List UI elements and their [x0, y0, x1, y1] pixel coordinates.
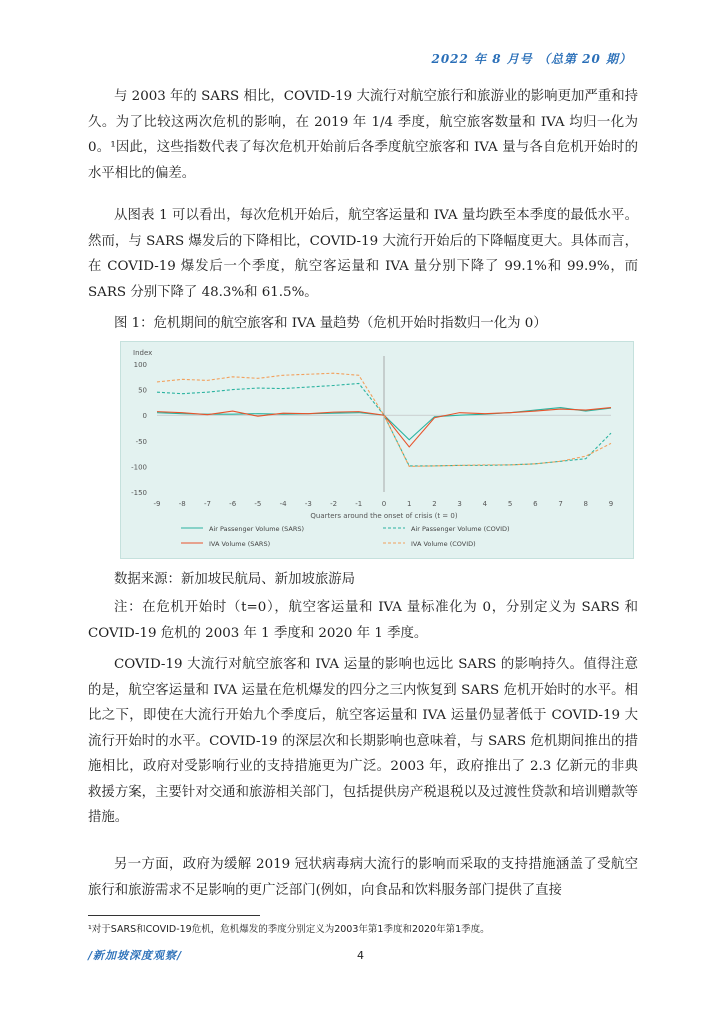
- x-tick-label: 5: [507, 500, 513, 508]
- paragraph-3: COVID-19 大流行对航空旅客和 IVA 运量的影响也远比 SARS 的影响持久。值得注意的是，航空客运量和 IVA 运量在危机爆发的四分之三内恢复到 SARS 危机开始时的水平。相比之下，即使在大流行开始九个季度后，航空客运量和 IVA 运量仍显著低于 COVID-19 大流行开始时的水平。COVID-19 的深层次和长期影响也意味着，与 SARS 危机期间推出的措施相比，政府对受影响行业的支持措施更为广泛。2003 年，政府推出了 2.3 亿新元的非典救援方案，主要针对交通和旅游相关部门，包括提供房产税退税以及过渡性贷款和培训赠款等措施。: [88, 657, 638, 825]
- line-chart: [121, 342, 633, 558]
- x-tick-label: 7: [558, 500, 563, 508]
- x-axis-label: Quarters around the onset of crisis (t = 0): [310, 512, 458, 520]
- y-tick-label: -100: [131, 463, 147, 472]
- y-tick-label: 0: [142, 412, 147, 421]
- y-tick-label: 100: [133, 361, 147, 369]
- chart-container: [120, 341, 634, 559]
- paragraph-2: 从图表 1 可以看出，每次危机开始后，航空客运量和 IVA 量均跌至本季度的最低水平。然而，与 SARS 爆发后的下降相比，COVID-19 大流行开始后的下降幅度更大。具体而言，在 COVID-19 爆发后一个季度，航空客运量和 IVA 量分别下降了 99.1%和 99.9%，而 SARS 分别下降了 48.3%和 61.5%。: [88, 208, 638, 300]
- x-tick-label: -8: [178, 500, 186, 508]
- footnote-rule: [88, 915, 260, 916]
- x-tick-label: 6: [533, 500, 538, 508]
- x-tick-label: 4: [482, 500, 488, 508]
- y-tick-label: 50: [138, 386, 147, 395]
- figure-title: 图 1：危机期间的航空旅客和 IVA 量趋势（危机开始时指数归一化为 0）: [114, 316, 547, 331]
- publication-name: /新加坡深度观察/: [88, 949, 183, 962]
- x-tick-label: -3: [304, 500, 312, 508]
- x-tick-label: 3: [457, 500, 462, 508]
- paragraph-4: 另一方面，政府为缓解 2019 冠状病毒病大流行的影响而采取的支持措施涵盖了受航空旅行和旅游需求不足影响的更广泛部门(例如，向食品和饮料服务部门提供了直接: [88, 857, 638, 898]
- legend-entry: Air Passenger Volume (COVID): [411, 525, 510, 533]
- y-axis-label: Index: [133, 349, 153, 357]
- x-tick-label: 9: [608, 500, 614, 508]
- x-tick-label: -6: [229, 500, 237, 508]
- figure-source: 数据来源：新加坡民航局、新加坡旅游局: [114, 572, 356, 587]
- paragraph-1: 与 2003 年的 SARS 相比，COVID-19 大流行对航空旅行和旅游业的影响更加严重和持久。为了比较这两次危机的影响，在 2019 年 1/4 季度，航空旅客数量和 IVA 均归一化为 0。¹因此，这些指数代表了每次危机开始前后各季度航空旅客和 IVA 量与各自危机开始时的水平相比的偏差。: [88, 89, 638, 181]
- x-tick-label: 2: [432, 500, 437, 508]
- figure-note: 注：在危机开始时（t=0），航空客运量和 IVA 量标准化为 0，分别定义为 SARS 和 COVID-19 危机的 2003 年 1 季度和 2020 年 1 季度。: [88, 600, 638, 641]
- x-tick-label: -1: [355, 500, 363, 508]
- x-tick-label: -2: [330, 500, 338, 508]
- x-tick-label: -4: [279, 500, 287, 508]
- legend-entry: IVA Volume (COVID): [411, 540, 476, 548]
- legend-entry: IVA Volume (SARS): [209, 540, 271, 548]
- x-tick-label: 8: [583, 500, 589, 508]
- legend-entry: Air Passenger Volume (SARS): [209, 525, 305, 533]
- footnote: ¹对于SARS和COVID-19危机，危机爆发的季度分别定义为2003年第1季度和2020年第1季度。: [88, 924, 490, 935]
- x-tick-label: 1: [406, 500, 412, 508]
- x-tick-label: -9: [153, 500, 161, 508]
- page-number: 4: [357, 949, 364, 962]
- x-tick-label: -7: [203, 500, 211, 508]
- issue-header: 2022 年 8 月号 （总第 20 期）: [431, 52, 632, 66]
- y-tick-label: -150: [131, 489, 147, 497]
- x-tick-label: -5: [254, 500, 262, 508]
- x-tick-label: 0: [381, 500, 387, 508]
- y-tick-label: -50: [135, 437, 147, 446]
